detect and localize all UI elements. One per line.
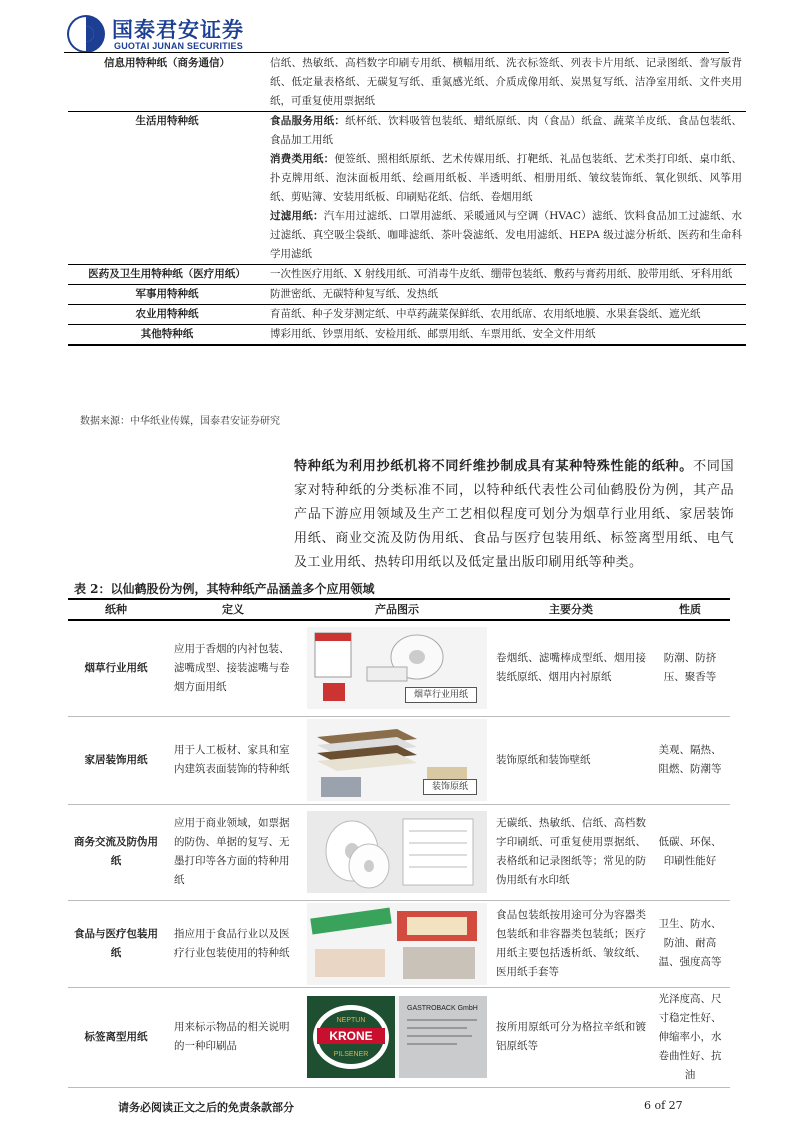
- paper-kind-cell: 商务交流及防伪用纸: [68, 804, 164, 900]
- definition-cell: 用来标示物品的相关说明的一种印刷品: [164, 987, 302, 1087]
- table-row: [68, 305, 746, 325]
- description-segment: [270, 285, 742, 304]
- table2-title: 表 2：以仙鹤股份为例，其特种纸产品涵盖多个应用领域: [74, 582, 375, 596]
- table-row: [68, 804, 730, 900]
- description-cell: [266, 325, 746, 346]
- main-types-cell: 卷烟纸、滤嘴棒成型纸、烟用接装纸原纸、烟用内衬原纸: [492, 620, 650, 716]
- table-row: [68, 265, 746, 285]
- table-row: [68, 54, 746, 112]
- table1-source: 数据来源：中华纸业传媒，国泰君安证券研究: [80, 416, 280, 427]
- column-header: 定义: [164, 600, 302, 620]
- description-cell: [266, 112, 746, 265]
- column-header: 主要分类: [492, 600, 650, 620]
- image-cell: [302, 620, 492, 716]
- image-cell: [302, 987, 492, 1087]
- category-cell: 生活用特种纸: [135, 115, 199, 127]
- svg-text:NEPTUN: NEPTUN: [336, 1017, 366, 1024]
- food-medical-packaging-icon: [307, 903, 487, 985]
- main-types-cell: 无碳纸、热敏纸、信纸、高档数字印刷纸、可重复使用票据纸、表格纸和记录图纸等；常见的防伪用纸有水印纸: [492, 804, 650, 900]
- product-image: [307, 719, 487, 801]
- segment-label: 过滤用纸：: [270, 210, 324, 222]
- table-row: [68, 285, 746, 305]
- description-cell: [266, 265, 746, 285]
- segment-text: 一次性医疗用纸、X 射线用纸、可消毒牛皮纸、绷带包装纸、敷药与膏药用纸、胶带用纸、牙科用纸: [270, 268, 733, 280]
- paper-kind-cell: 家居装饰用纸: [68, 716, 164, 804]
- segment-label: 食品服务用纸：: [270, 115, 346, 127]
- paragraph-lead: 特种纸为利用抄纸机将不同纤维抄制成具有某种特殊性能的纸种。: [294, 459, 694, 474]
- description-segment: [270, 207, 742, 264]
- properties-cell: 防潮、防挤压、聚香等: [650, 620, 730, 716]
- properties-cell: 卫生、防水、防油、耐高温、强度高等: [650, 900, 730, 987]
- segment-text: 便签纸、照相纸原纸、艺术传媒用纸、打靶纸、礼品包装纸、艺术类打印纸、桌巾纸、扑克牌用纸、泡沫面板用纸、绘画用纸板、半透明纸、相册用纸、皱纹装饰纸、氧化钡纸、风筝用纸、剪贴簿、安装用纸板、印刷贴花纸、信纸、卷烟用纸: [270, 153, 743, 203]
- main-types-cell: 食品包装纸按用途可分为容器类包装纸和非容器类包装纸；医疗用纸主要包括透析纸、皱纹纸、医用纸手套等: [492, 900, 650, 987]
- category-cell: 其他特种纸: [140, 328, 194, 340]
- body-paragraph: [294, 455, 734, 575]
- definition-cell: 应用于商业领域，如票据的防伪、单据的复写、无墨打印等各方面的特种用纸: [164, 804, 302, 900]
- image-cell: [302, 900, 492, 987]
- description-cell: [266, 54, 746, 112]
- description-segment: [270, 150, 742, 207]
- image-cell: [302, 716, 492, 804]
- header-divider: [64, 52, 729, 53]
- image-cell: [302, 804, 492, 900]
- category-cell: 军事用特种纸: [135, 288, 199, 300]
- column-header: 产品图示: [302, 600, 492, 620]
- properties-cell: 光泽度高、尺寸稳定性好、伸缩率小，水卷曲性好、抗油: [650, 987, 730, 1087]
- main-types-cell: 按所用原纸可分为格拉辛纸和镀铝原纸等: [492, 987, 650, 1087]
- category-cell: 农业用特种纸: [135, 308, 199, 320]
- category-cell: 信息用特种纸（商务通信）: [104, 57, 230, 69]
- receipt-rolls-icon: [307, 811, 487, 893]
- table-row: [68, 620, 730, 716]
- svg-text:KRONE: KRONE: [329, 1029, 373, 1043]
- svg-text:PILSENER: PILSENER: [333, 1051, 369, 1058]
- company-name-cn: 国泰君安证券: [112, 18, 244, 42]
- properties-cell: 美观、隔热、阻燃、防潮等: [650, 716, 730, 804]
- segment-text: 纸杯纸、饮料吸管包装纸、蜡纸原纸、肉（食品）纸盒、蔬菜羊皮纸、食品包装纸、食品加工用纸: [270, 115, 743, 146]
- table-row: [68, 987, 730, 1087]
- properties-cell: 低碳、环保、印刷性能好: [650, 804, 730, 900]
- definition-cell: 用于人工板材、家具和室内建筑表面装饰的特种纸: [164, 716, 302, 804]
- company-logo-icon: [66, 14, 106, 54]
- xianhe-product-table: [68, 600, 730, 1088]
- description-segment: [270, 325, 742, 344]
- table-row: [68, 325, 746, 346]
- column-header: 性质: [650, 600, 730, 620]
- description-cell: [266, 305, 746, 325]
- segment-text: 信纸、热敏纸、高档数字印刷专用纸、横幅用纸、洗衣标签纸、列表卡片用纸、记录图纸、誊写版背纸、低定量表格纸、无碳复写纸、重氮感光纸、介质成像用纸、炭黑复写纸、洁净室用纸、文件夹用纸，可重复使用票据纸: [270, 57, 742, 107]
- description-segment: [270, 112, 742, 150]
- label-samples-icon: [307, 996, 487, 1078]
- table-row: [68, 112, 746, 265]
- description-cell: [266, 285, 746, 305]
- table-row: [68, 716, 730, 804]
- description-segment: [270, 54, 742, 111]
- column-header: 纸种: [68, 600, 164, 620]
- definition-cell: 指应用于食品行业以及医疗行业包装使用的特种纸: [164, 900, 302, 987]
- description-segment: [270, 305, 742, 324]
- product-image: [307, 903, 487, 985]
- paper-kind-cell: 标签离型用纸: [68, 987, 164, 1087]
- product-image: [307, 811, 487, 893]
- main-types-cell: 装饰原纸和装饰壁纸: [492, 716, 650, 804]
- definition-cell: 应用于香烟的内衬包装、滤嘴成型、接装滤嘴与卷烟方面用纸: [164, 620, 302, 716]
- table-row: [68, 900, 730, 987]
- paragraph-text: 不同国家对特种纸的分类标准不同，以特种纸代表性公司仙鹤股份为例，其产品产品下游应用领域及生产工艺相似程度可划分为烟草行业用纸、家居装饰用纸、商业交流及防伪用纸、食品与医疗包装用纸、标签离型用纸、电气及工业用纸、热转印用纸以及低定量出版印刷用纸等种类。: [294, 459, 734, 570]
- description-segment: [270, 265, 742, 284]
- special-paper-category-table: [68, 54, 746, 346]
- disclaimer-footer: 请务必阅读正文之后的免责条款部分: [118, 1101, 294, 1114]
- segment-text: 防泄密纸、无碳特种复写纸、发热纸: [270, 288, 438, 300]
- category-cell: 医药及卫生用特种纸（医疗用纸）: [88, 268, 246, 280]
- paper-kind-cell: 食品与医疗包装用纸: [68, 900, 164, 987]
- product-image: [307, 627, 487, 709]
- page-header: [64, 12, 729, 56]
- product-image: [307, 996, 487, 1078]
- image-caption: 装饰原纸: [423, 779, 477, 795]
- segment-label: 消费类用纸：: [270, 153, 335, 165]
- company-name-en: GUOTAI JUNAN SECURITIES: [114, 41, 243, 51]
- segment-text: 汽车用过滤纸、口罩用滤纸、采暖通风与空调（HVAC）滤纸、饮料食品加工过滤纸、水过滤纸、真空吸尘袋纸、咖啡滤纸、茶叶袋滤纸、发电用滤纸、HEPA 级过滤分析纸、医药和生命科学用滤纸: [270, 210, 742, 260]
- image-caption: 烟草行业用纸: [405, 687, 477, 703]
- segment-text: 博彩用纸、钞票用纸、安检用纸、邮票用纸、车票用纸、安全文件用纸: [270, 328, 596, 340]
- paper-kind-cell: 烟草行业用纸: [68, 620, 164, 716]
- segment-text: 育苗纸、种子发芽测定纸、中草药蔬菜保鲜纸、农用纸席、农用纸地膜、水果套袋纸、遮光纸: [270, 308, 701, 320]
- svg-text:GASTROBACK GmbH: GASTROBACK GmbH: [407, 1005, 478, 1012]
- page-number: 6 of 27: [644, 1099, 683, 1112]
